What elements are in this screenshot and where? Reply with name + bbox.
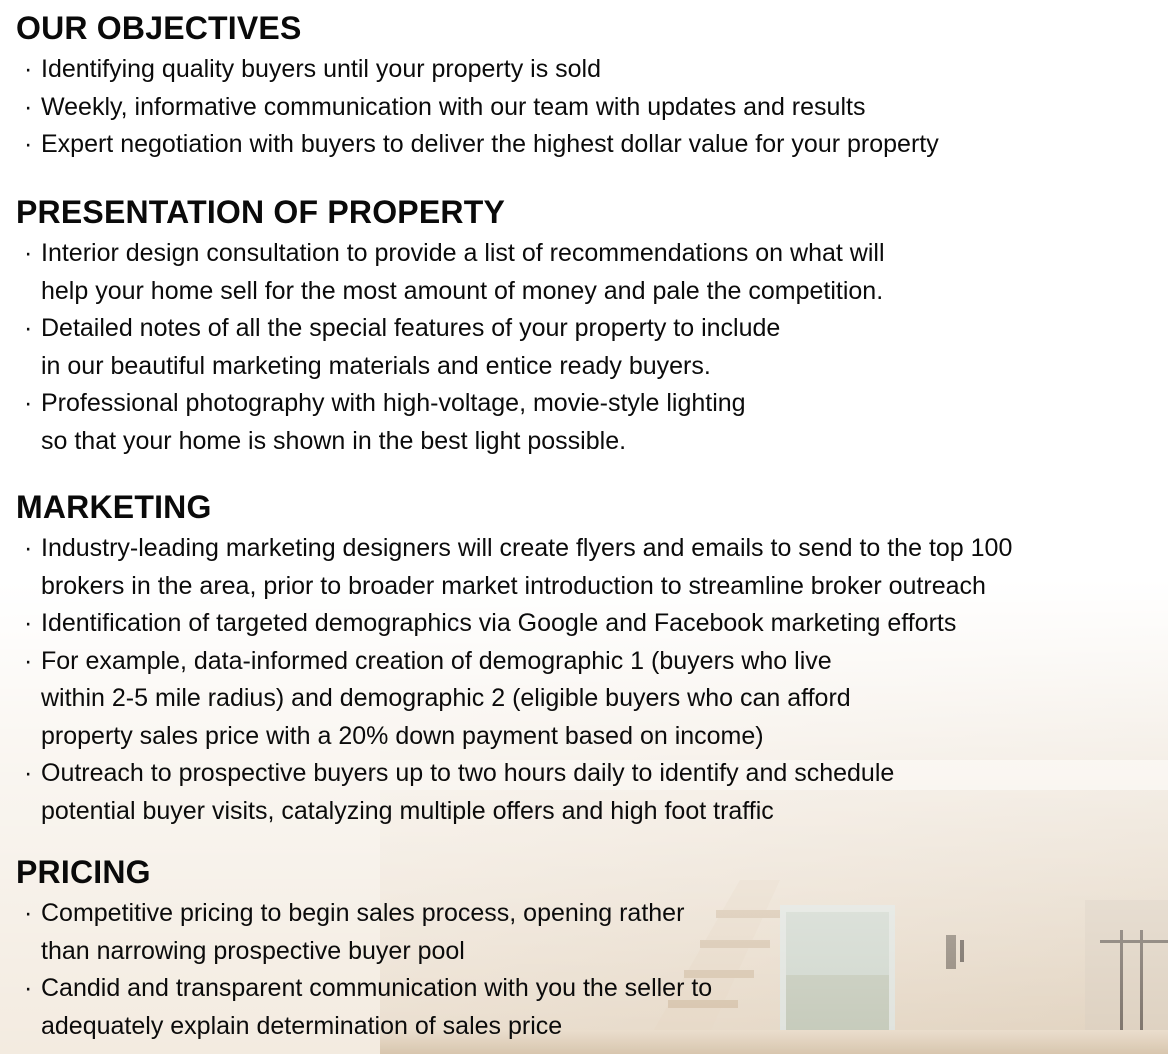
bullet-dot-icon: · [24,609,33,637]
bullet-dot-icon: · [24,314,33,342]
list-item-text: Outreach to prospective buyers up to two hours daily to identify and schedule [41,759,895,787]
section-heading: PRESENTATION OF PROPERTY [16,194,505,230]
list-item-text: Identifying quality buyers until your property is sold [41,55,602,83]
list-item-text: Competitive pricing to begin sales process, opening rather [41,899,685,927]
bullet-dot-icon: · [24,759,33,787]
list-item [24,310,885,385]
list-item-text: Identification of targeted demographics via Google and Facebook marketing efforts [41,609,957,637]
list-item [24,605,1012,643]
bullet-dot-icon: · [24,130,33,158]
list-item-text: Industry-leading marketing designers will create flyers and emails to send to the top 100 [41,534,1013,562]
bullet-dot-icon: · [24,974,33,1002]
list-item-text: property sales price with a 20% down payment based on income) [41,721,764,750]
list-item-text: Candid and transparent communication with you the seller to [41,974,713,1002]
list-item-text: than narrowing prospective buyer pool [41,936,465,965]
list-item-text: Detailed notes of all the special features of your property to include [41,314,781,342]
list-item-text: Weekly, informative communication with our team with updates and results [41,92,866,121]
list-item [24,385,885,460]
list-item [24,530,1012,605]
list-item [24,643,1012,756]
bullet-list [24,530,1012,830]
list-item-text: For example, data-informed creation of demographic 1 (buyers who live [41,646,832,675]
bullet-list [24,235,885,460]
list-item-text: within 2-5 mile radius) and demographic 2 (eligible buyers who can afford [41,684,851,712]
list-item-text: Professional photography with high-voltage, movie-style lighting [41,389,746,417]
list-item [24,126,939,164]
list-item-text: in our beautiful marketing materials and entice ready buyers. [41,351,711,380]
bullet-dot-icon: · [24,239,33,267]
section-heading: OUR OBJECTIVES [16,10,302,46]
bullet-list [24,895,712,1045]
bullet-list [24,51,939,164]
list-item-text: brokers in the area, prior to broader market introduction to streamline broker outreach [41,571,986,600]
bullet-dot-icon: · [24,92,33,121]
bullet-dot-icon: · [24,55,33,83]
list-item-text: Interior design consultation to provide a list of recommendations on what will [41,239,885,267]
section-heading: PRICING [16,854,151,890]
list-item-text: help your home sell for the most amount of money and pale the competition. [41,276,884,305]
list-item-text: adequately explain determination of sales price [41,1011,563,1040]
list-item [24,755,1012,830]
list-item-text: so that your home is shown in the best light possible. [41,426,627,455]
list-item-text: potential buyer visits, catalyzing multiple offers and high foot traffic [41,796,774,825]
list-item [24,89,939,127]
bullet-dot-icon: · [24,389,33,417]
list-item [24,970,712,1045]
list-item [24,235,885,310]
list-item [24,895,712,970]
bullet-dot-icon: · [24,646,33,675]
bullet-dot-icon: · [24,534,33,562]
list-item [24,51,939,89]
section-heading: MARKETING [16,489,212,525]
list-item-text: Expert negotiation with buyers to deliver the highest dollar value for your property [41,130,939,158]
bullet-dot-icon: · [24,899,33,927]
